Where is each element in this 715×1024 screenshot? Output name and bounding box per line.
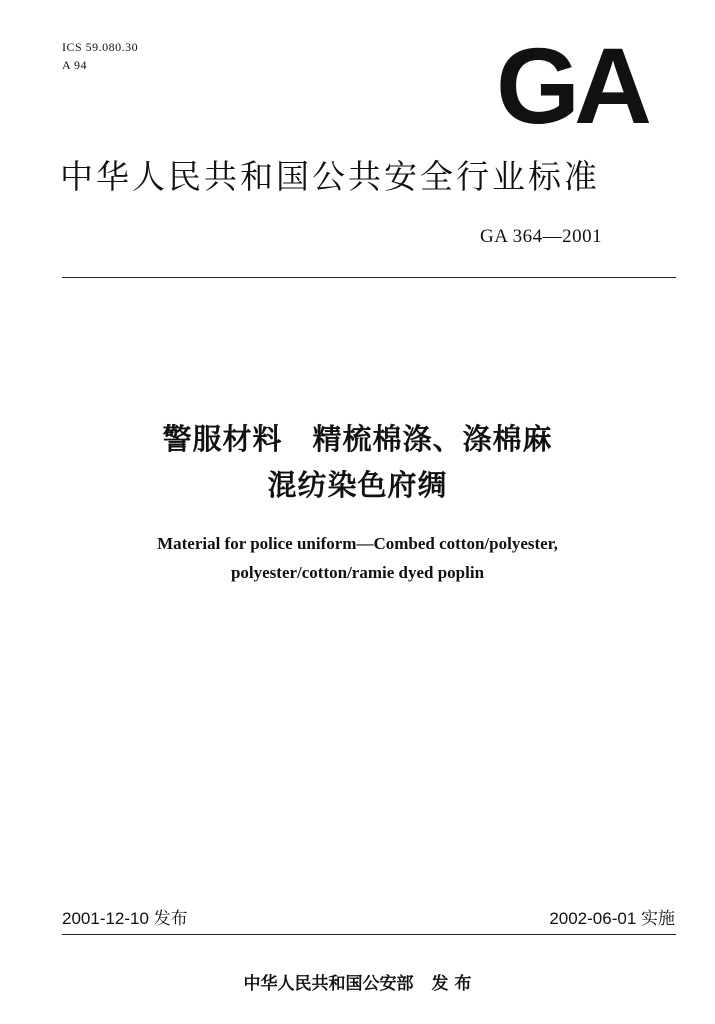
- standard-category-title: 中华人民共和国公共安全行业标准: [60, 157, 600, 196]
- header-divider: [62, 277, 676, 278]
- issue-date: 2001-12-10 发布: [62, 909, 188, 928]
- document-title-cn-line2: 混纺染色府绸: [267, 468, 448, 502]
- publisher-line: [0, 972, 715, 996]
- document-title-cn-line1: 警服材料 精梳棉涤、涤棉麻: [162, 422, 553, 456]
- document-title-en-line2: polyester/cotton/ramie dyed poplin: [230, 563, 485, 582]
- ics-code: ICS 59.080.30: [62, 40, 139, 54]
- standard-code: GA 364—2001: [480, 226, 603, 247]
- classification-code: A 94: [62, 58, 88, 72]
- ga-logo: GA: [496, 25, 646, 146]
- document-title-en-line1: Material for police uniform—Combed cotton/polyester,: [157, 534, 558, 553]
- footer-divider: [62, 934, 676, 935]
- publisher-name: 中华人民共和国公安部: [243, 974, 414, 994]
- publisher-action: 发 布: [431, 974, 472, 994]
- implementation-date: 2002-06-01 实施: [549, 909, 675, 928]
